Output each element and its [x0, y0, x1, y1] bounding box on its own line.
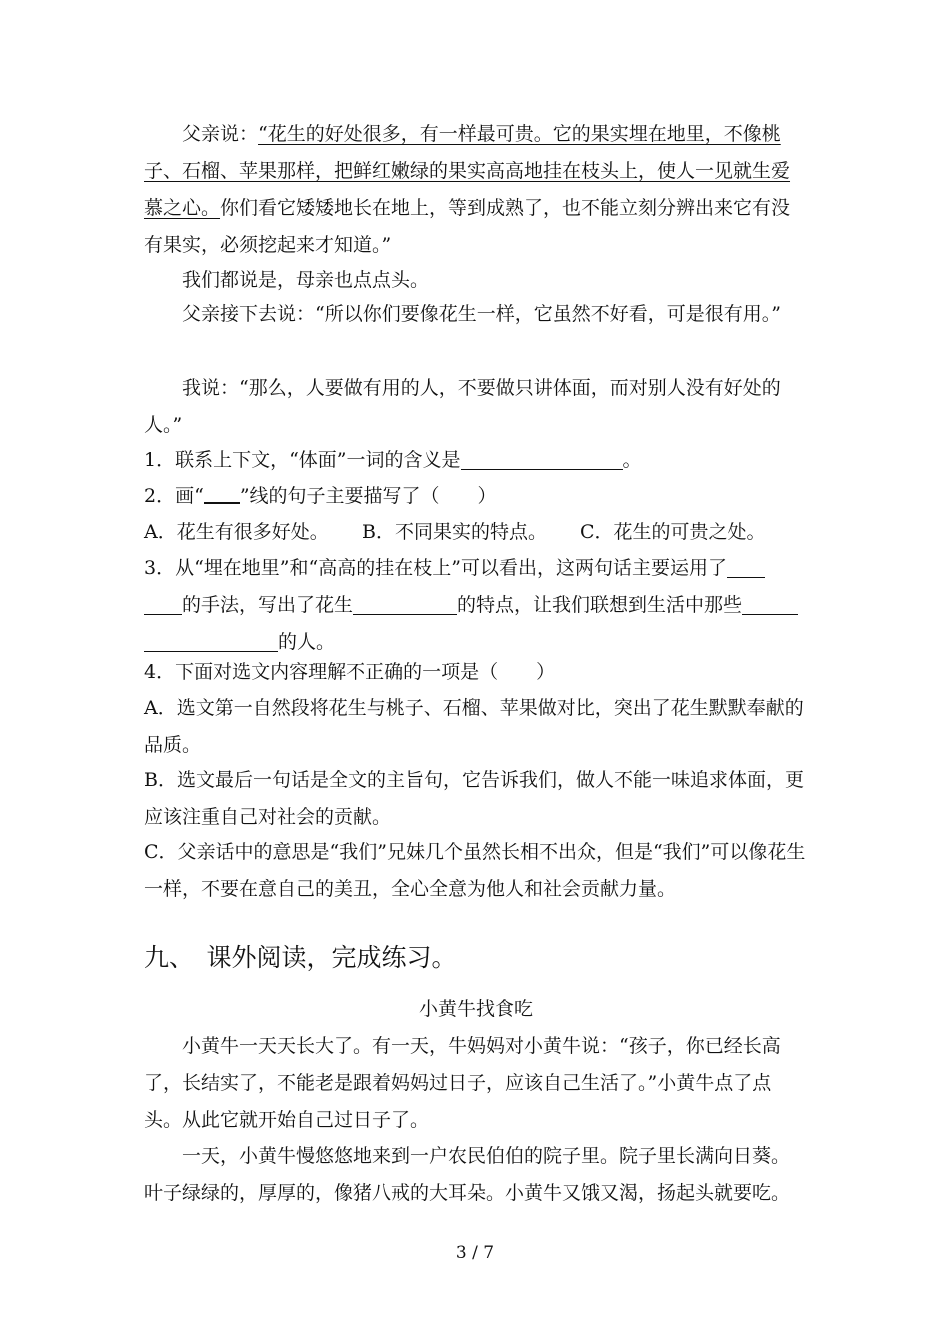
question-2-text-start: 2．画“ — [144, 485, 204, 507]
question-3-text-1: 3．从“埋在地里”和“高高的挂在枝上”可以看出，这两句话主要运用了 — [144, 557, 727, 579]
question-2 — [144, 478, 808, 515]
question-3-text-4: 的人。 — [278, 631, 336, 653]
question-4-option-c[interactable]: C．父亲话中的意思是“我们”兄妹几个虽然长相不出众，但是“我们”可以像花生一样，不要在意自己的美丑，全心全意为他人和社会贡献力量。 — [144, 841, 806, 900]
answer-blank-q3-3a[interactable] — [742, 592, 798, 615]
answer-blank-q3-2[interactable] — [353, 592, 457, 615]
option-c[interactable]: C．花生的可贵之处。 — [580, 521, 766, 543]
passage-paragraph-father-speech — [144, 116, 808, 264]
story-paragraph-1: 小黄牛一天天长大了。有一天，牛妈妈对小黄牛说：“孩子，你已经长高了，长结实了，不能老是跟着妈妈过日子，应该自己生活了。”小黄牛点了点头。从此它就开始自己过日子了。 — [144, 1035, 781, 1131]
question-1-text: 1．联系上下文，“体面”一词的含义是 — [144, 449, 461, 471]
question-1-end: 。 — [622, 449, 642, 471]
question-2-options — [144, 514, 808, 551]
section-heading: 九、 课外阅读，完成练习。 — [144, 943, 457, 972]
answer-blank-q3-1a[interactable] — [727, 555, 765, 578]
question-4-option-b[interactable]: B．选文最后一句话是全文的主旨句，它告诉我们，做人不能一味追求体面，更应该注重自己对社会的贡献。 — [144, 769, 804, 828]
question-3-text-3: 的特点，让我们联想到生活中那些 — [457, 594, 743, 616]
option-a[interactable]: A．花生有很多好处。 — [144, 521, 329, 543]
paragraph-rest: 你们看它矮矮地长在地上，等到成熟了，也不能立刻分辨出来它有没有果实，必须挖起来才知道。” — [144, 197, 791, 256]
passage-paragraph-my-reply: 我说：“那么，人要做有用的人，不要做只讲体面，而对别人没有好处的人。” — [144, 377, 781, 436]
question-3-text-2: 的手法，写出了花生 — [182, 594, 354, 616]
page-number: 3 / 7 — [455, 1243, 495, 1263]
paragraph-lead: 父亲说： — [182, 123, 259, 145]
underlined-sentence: “花生的好处很多，有一样最可贵。它的果实埋在地里，不像桃子、石榴、苹果那样，把鲜红嫩绿的果实高高地挂在枝头上，使人一见就生爱慕之心。 — [144, 123, 791, 219]
question-1 — [144, 442, 808, 479]
question-3 — [144, 550, 808, 661]
answer-blank-q1[interactable] — [461, 447, 623, 470]
passage-paragraph-nod: 我们都说是，母亲也点点头。 — [182, 269, 430, 291]
question-4-option-a[interactable]: A．选文第一自然段将花生与桃子、石榴、苹果做对比，突出了花生默默奉献的品质。 — [144, 697, 804, 756]
underline-sample — [204, 482, 240, 504]
answer-blank-q3-1b[interactable] — [144, 592, 182, 615]
question-4: 4．下面对选文内容理解不正确的一项是（ ） — [144, 661, 556, 683]
answer-blank-q3-3b[interactable] — [144, 629, 278, 652]
question-2-text-end: ”线的句子主要描写了（ ） — [239, 485, 497, 507]
option-b[interactable]: B．不同果实的特点。 — [362, 521, 547, 543]
passage-paragraph-useful: 父亲接下去说：“所以你们要像花生一样，它虽然不好看，可是很有用。” — [182, 303, 781, 325]
story-paragraph-2: 一天，小黄牛慢悠悠地来到一户农民伯伯的院子里。院子里长满向日葵。叶子绿绿的，厚厚的，像猪八戒的大耳朵。小黄牛又饿又渴，扬起头就要吃。 — [144, 1145, 791, 1204]
story-title: 小黄牛找食吃 — [418, 998, 533, 1020]
